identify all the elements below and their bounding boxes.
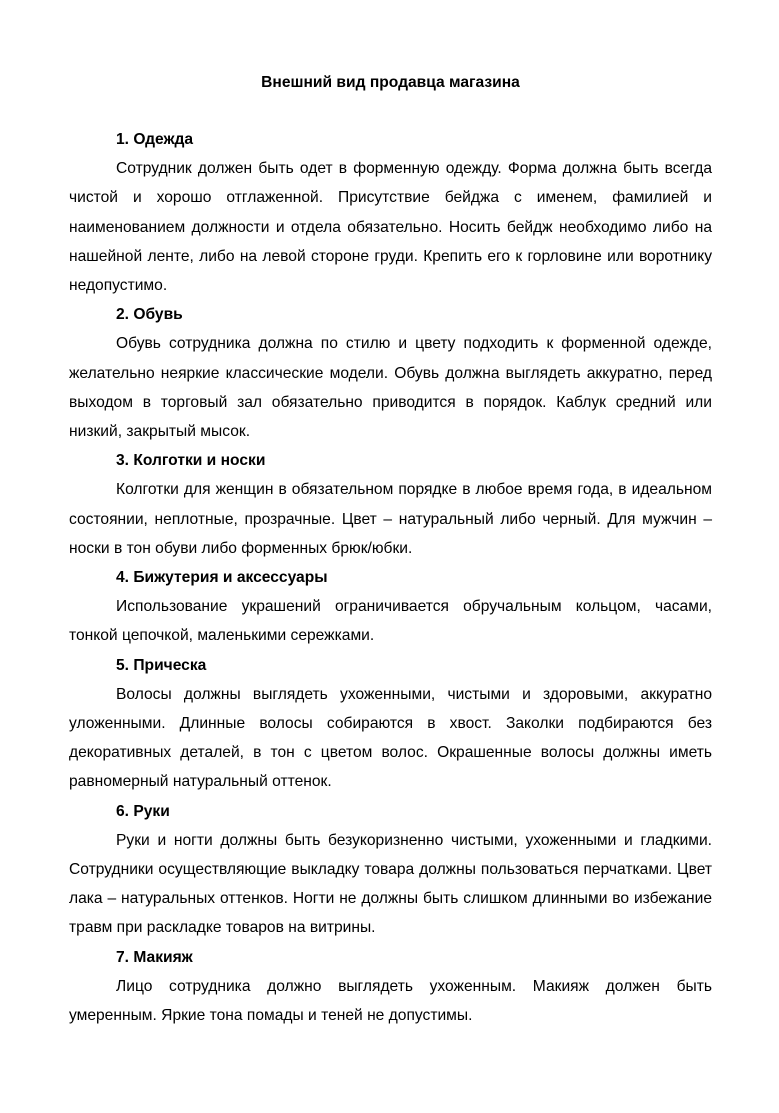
section-heading: 1. Одежда [116, 131, 194, 148]
document-title: Внешний вид продавца магазина [261, 74, 520, 91]
section-clothing [69, 125, 712, 300]
section-body: Использование украшений ограничивается обручальным кольцом, часами, тонкой цепочкой, маленькими сережками. [69, 598, 712, 645]
document-page [69, 70, 712, 1030]
section-body: Волосы должны выглядеть ухоженными, чистыми и здоровыми, аккуратно уложенными. Длинные волосы собираются в хвост. Заколки подбираются без декоративных деталей, в тон с цветом волос. Окрашенные волосы должны иметь равномерный натуральный оттенок. [69, 685, 712, 791]
section-body: Руки и ногти должны быть безукоризненно чистыми, ухоженными и гладкими. Сотрудники осуществляющие выкладку товара должны пользоваться перчатками. Цвет лака – натуральных оттенков. Ногти не должны быть слишком длинными во избежание травм при раскладке товаров на витрины. [69, 831, 712, 937]
section-shoes [69, 300, 712, 446]
section-heading: 5. Прическа [116, 656, 207, 674]
section-body: Колготки для женщин в обязательном порядке в любое время года, в идеальном состоянии, неплотные, прозрачные. Цвет – натуральный либо черный. Для мужчин – носки в тон обуви либо форменных брюк/юбки. [69, 481, 712, 557]
section-body: Сотрудник должен быть одет в форменную одежду. Форма должна быть всегда чистой и хорошо отглаженной. Присутствие бейджа с именем, фамилией и наименованием должности и отдела обязательно. Носить бейдж необходимо либо на нашейной ленте, либо на левой стороне груди. Крепить его к горловине или воротнику недопустимо. [69, 160, 712, 295]
section-heading: 6. Руки [116, 802, 170, 820]
section-heading: 7. Макияж [116, 948, 193, 966]
section-jewelry [69, 563, 712, 651]
section-body: Обувь сотрудника должна по стилю и цвету подходить к форменной одежде, желательно неяркие классические модели. Обувь должна выглядеть аккуратно, перед выходом в торговый зал обязательно приводится в порядок. Каблук средний или низкий, закрытый мысок. [69, 335, 712, 441]
section-heading: 2. Обувь [116, 306, 183, 324]
section-hairstyle [69, 651, 712, 797]
section-body: Лицо сотрудника должно выглядеть ухоженным. Макияж должен быть умеренным. Яркие тона помады и теней не допустимы. [69, 977, 712, 1025]
section-hands [69, 797, 712, 943]
section-tights-socks [69, 446, 712, 563]
section-heading: 4. Бижутерия и аксессуары [116, 569, 328, 587]
section-heading: 3. Колготки и носки [116, 452, 266, 470]
section-makeup [69, 943, 712, 1031]
